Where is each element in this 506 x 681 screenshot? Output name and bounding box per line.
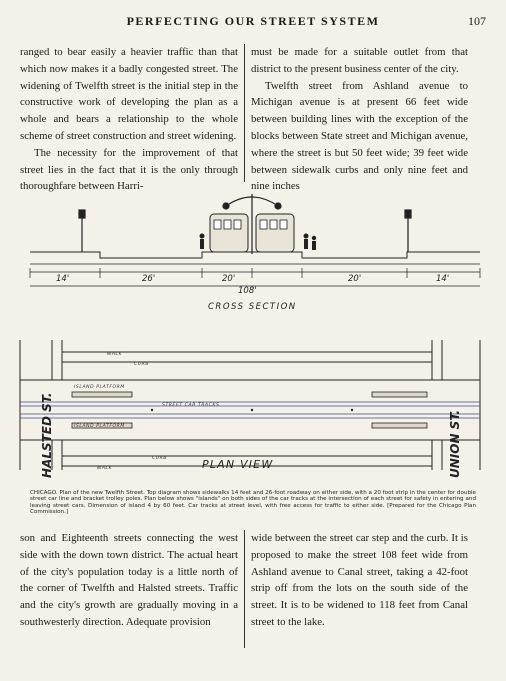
plan-label-walk-south: WALK xyxy=(97,466,113,471)
column-divider xyxy=(244,530,245,648)
column-bottom-right xyxy=(251,530,468,650)
cross-section-illustration xyxy=(12,186,494,316)
cross-section-label: CROSS SECTION xyxy=(208,302,297,312)
dimension-total-width: 108' xyxy=(238,286,257,296)
plan-label-island-north: ISLAND PLATFORM xyxy=(74,385,125,390)
page-header xyxy=(14,14,492,32)
plan-label-walk-north: WALK xyxy=(107,352,123,357)
plan-label-tracks: STREET CAR TRACKS xyxy=(162,403,220,408)
column-divider xyxy=(244,44,245,182)
plan-label-curb-north: CURB xyxy=(134,362,150,367)
paragraph: The necessity for the improvement of that street lies in the fact that it is the only through thoroughfare between Harri- xyxy=(20,146,238,193)
dimension-sidewalk-right: 14' xyxy=(436,274,450,284)
column-top-left xyxy=(20,44,238,193)
running-title: PERFECTING OUR STREET SYSTEM xyxy=(126,14,380,28)
street-label-union: UNION ST. xyxy=(448,409,462,478)
paragraph: wide between the street car step and the curb. It is proposed to make the street 108 feet wide from Ashland avenue to Canal street, taking a 42-foot strip off from the lots on the south side of the street. It is to be widened to 118 feet from Canal street to the lake. xyxy=(251,532,468,628)
paragraph: must be made for a suitable outlet from that district to the present business center of the city. xyxy=(251,46,468,75)
dimension-sidewalk-left: 14' xyxy=(56,274,70,284)
paragraph: son and Eighteenth streets connecting the west side with the down town district. The actual heart of the city's population today is a little north of the corner of Twelfth and Halsted streets. Traffic and the city's growth are gradually moving in a southwesterly direction. Adequate provision xyxy=(20,532,238,628)
street-plan-figure xyxy=(12,186,494,521)
dimension-center-strip: 20' xyxy=(222,274,236,284)
plan-view-label: PLAN VIEW xyxy=(202,458,274,471)
dimension-roadway-left: 26' xyxy=(142,274,156,284)
street-label-halsted: HALSTED ST. xyxy=(40,392,54,478)
plan-label-curb-south: CURB xyxy=(152,456,168,461)
plan-label-island-south: ISLAND PLATFORM xyxy=(74,424,125,429)
page-number: 107 xyxy=(468,14,486,28)
paragraph: Twelfth street from Ashland avenue to Michigan avenue is at present 66 feet wide between building lines with the exception of the blocks between State street and Michigan avenue, where the street is but 50 feet wide; 39 feet wide between sidewalk curbs and only nine feet and nine inches xyxy=(251,79,468,193)
column-top-right xyxy=(251,44,468,193)
plan-view-illustration xyxy=(12,340,494,474)
dimension-roadway-right: 20' xyxy=(348,274,362,284)
column-bottom-left xyxy=(20,530,238,650)
paragraph: ranged to bear easily a heavier traffic than that which now makes it a badly congested street. The widening of Twelfth street is the initial step in the constructive work of developing the plan as a whole and bears a relationship to the whole scheme of street construction and street widening. xyxy=(20,46,238,142)
figure-caption: CHICAGO. Plan of the new Twelfth Street. Top diagram shows sidewalks 14 feet and 26-foot roadway on either side, with a 20 foot strip in the center for double street car line and bracket trolley poles. Plan below shows "islands" on both sides of the car tracks at the intersection of each street for safety in entering and leaving street cars. Dimension of island 4 by 60 feet. Car tracks at street level, with free access for traffic to either side. [Prepared for the Chicago Plan Commission.] xyxy=(30,490,476,516)
